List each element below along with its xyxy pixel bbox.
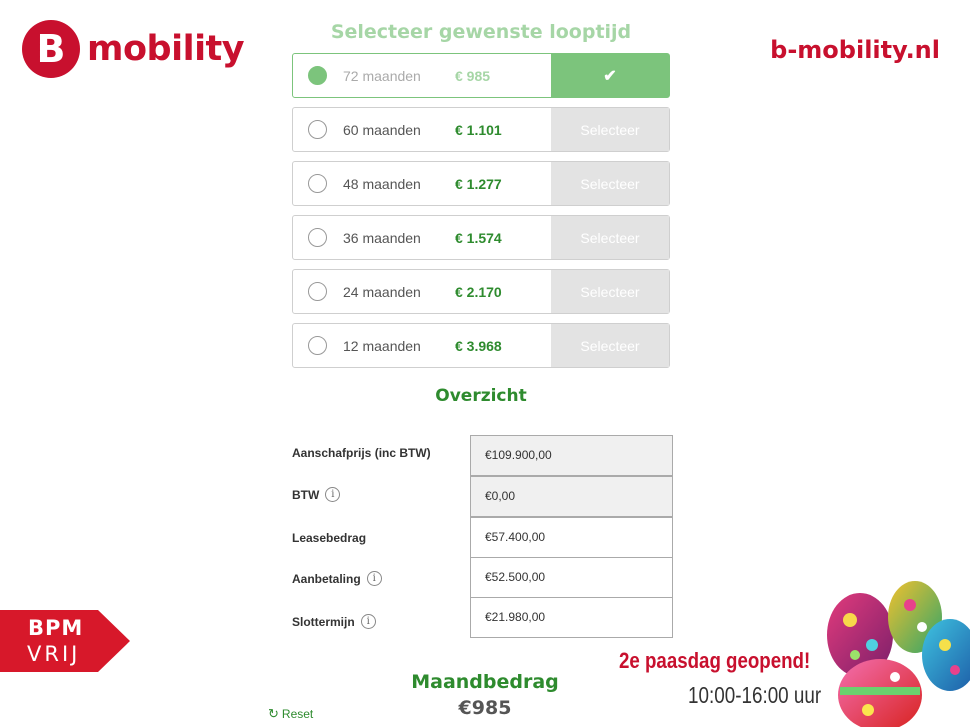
easter-hours: 10:00-16:00 uur (688, 682, 822, 708)
refresh-icon: ↻ (268, 706, 279, 721)
radio-button[interactable] (308, 174, 327, 193)
selected-check-icon[interactable]: ✔ (551, 54, 669, 97)
term-option-72[interactable] (292, 53, 670, 98)
overview-title: Overzicht (435, 386, 527, 406)
term-months: 24 maanden (343, 283, 421, 300)
label-text: Aanschafprijs (inc BTW) (292, 446, 431, 460)
site-url[interactable]: b-mobility.nl (770, 36, 940, 64)
radio-button[interactable] (308, 282, 327, 301)
info-icon[interactable]: i (361, 614, 376, 629)
info-icon[interactable]: i (367, 571, 382, 586)
vat-field: €0,00 (470, 476, 673, 517)
term-price: € 985 (455, 67, 491, 84)
term-price: € 1.277 (455, 175, 502, 192)
term-months: 60 maanden (343, 121, 421, 138)
radio-button[interactable] (308, 228, 327, 247)
term-option-36[interactable] (292, 215, 670, 260)
select-button[interactable]: Selecteer (551, 162, 669, 205)
purchase-price-label (292, 446, 431, 460)
easter-headline: 2e paasdag geopend! (619, 648, 811, 673)
term-months: 12 maanden (343, 337, 421, 354)
radio-button[interactable] (308, 120, 327, 139)
reset-button[interactable] (268, 706, 313, 722)
term-option-12[interactable] (292, 323, 670, 368)
lease-amount-label (292, 531, 366, 545)
term-option-48[interactable] (292, 161, 670, 206)
radio-button[interactable] (308, 336, 327, 355)
term-option-60[interactable] (292, 107, 670, 152)
purchase-price-field: €109.900,00 (470, 435, 673, 476)
label-text: Leasebedrag (292, 531, 367, 545)
select-button[interactable]: Selecteer (551, 324, 669, 367)
term-months: 72 maanden (343, 67, 421, 84)
label-text: Slottermijn (292, 614, 355, 629)
term-months: 48 maanden (343, 175, 421, 192)
vat-label (292, 487, 340, 502)
select-button[interactable]: Selecteer (551, 270, 669, 313)
down-payment-label (292, 571, 382, 586)
monthly-amount-label: Maandbedrag (411, 671, 559, 693)
down-payment-field[interactable]: €52.500,00 (470, 557, 673, 598)
monthly-amount-value: €985 (458, 697, 512, 719)
term-price: € 2.170 (455, 283, 502, 300)
final-payment-field[interactable]: €21.980,00 (470, 597, 673, 638)
term-section-title: Selecteer gewenste looptijd (330, 21, 632, 43)
label-text: BTW (292, 487, 320, 502)
term-option-24[interactable] (292, 269, 670, 314)
term-months: 36 maanden (343, 229, 421, 246)
radio-button[interactable] (308, 66, 327, 85)
term-price: € 1.574 (455, 229, 502, 246)
term-price: € 1.101 (455, 121, 502, 138)
reset-label: Reset (281, 707, 314, 721)
final-payment-label (292, 614, 376, 629)
info-icon[interactable]: i (325, 487, 340, 502)
bpm-line2: VRIJ (27, 642, 81, 666)
brand-logo[interactable] (22, 20, 244, 78)
logo-wordmark: mobility (87, 29, 245, 69)
logo-mark: B (22, 20, 80, 78)
lease-amount-field[interactable]: €57.400,00 (470, 517, 673, 558)
select-button[interactable]: Selecteer (551, 108, 669, 151)
term-price: € 3.968 (455, 337, 502, 354)
bpm-line1: BPM (28, 616, 84, 640)
label-text: Aanbetaling (292, 571, 361, 586)
select-button[interactable]: Selecteer (551, 216, 669, 259)
